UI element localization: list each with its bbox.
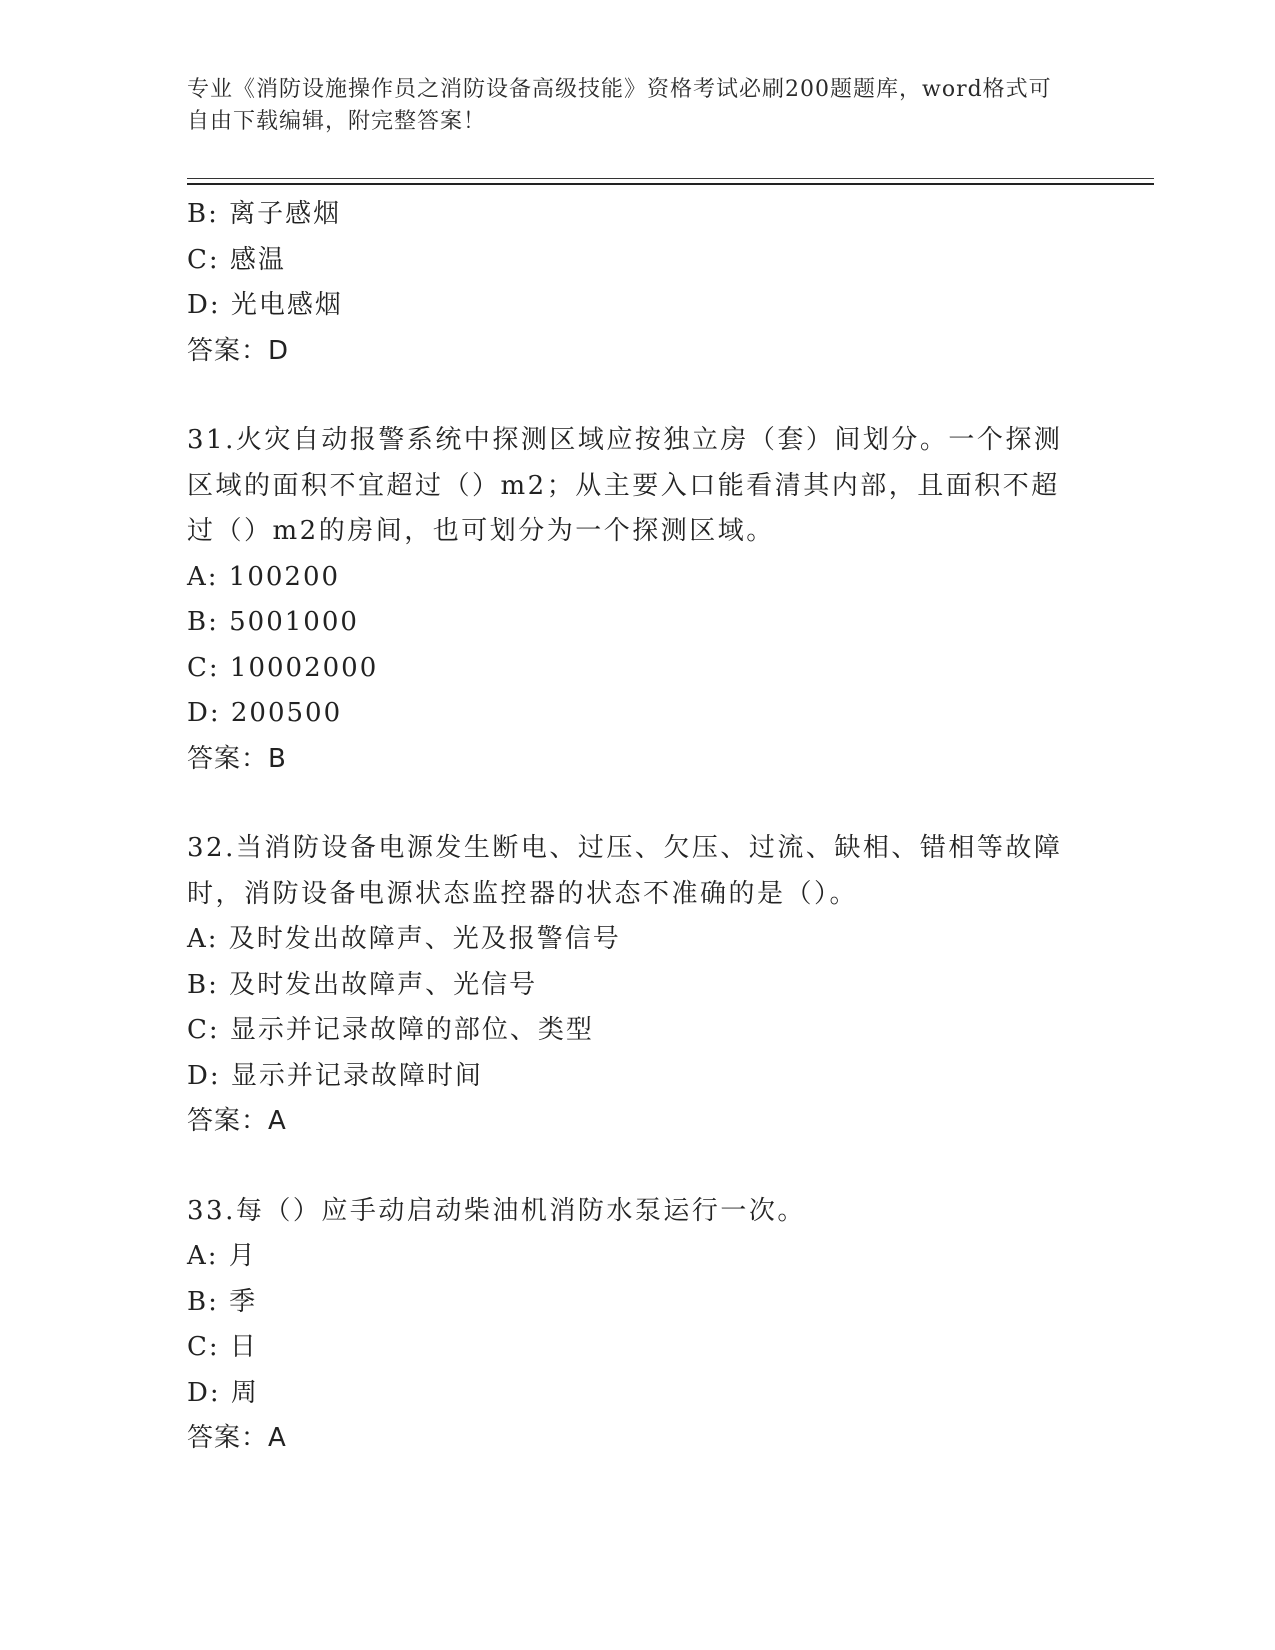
- question-fragment: [187, 192, 1087, 374]
- option-b: B: 季: [187, 1286, 258, 1317]
- option-a: A: 及时发出故障声、光及报警信号: [187, 924, 621, 954]
- option-c: C: 显示并记录故障的部位、类型: [187, 1015, 594, 1045]
- option-c: C: 日: [187, 1332, 258, 1362]
- header-rule-thin: [187, 178, 1154, 179]
- option-d: D: 200500: [187, 698, 343, 728]
- option-a: A: 100200: [187, 561, 341, 592]
- option-b: B: 离子感烟: [187, 199, 342, 229]
- option-c: C: 感温: [187, 244, 286, 275]
- question-stem-line: 过（）m2的房间，也可划分为一个探测区域。: [187, 516, 775, 546]
- option-c: C: 10002000: [187, 652, 379, 683]
- question-stem-line: 33.每（）应手动启动柴油机消防水泵运行一次。: [187, 1195, 806, 1226]
- question-33: [187, 1189, 1087, 1462]
- document-header: 专业《消防设施操作员之消防设备高级技能》资格考试必刷200题题库，word格式可自由下载编辑，附完整答案！: [187, 77, 1052, 134]
- header-rule-thick: [187, 183, 1154, 185]
- option-d: D: 显示并记录故障时间: [187, 1060, 483, 1091]
- question-stem-line: 区域的面积不宜超过（）m2；从主要入口能看清其内部，且面积不超: [187, 470, 1060, 501]
- option-d: D: 光电感烟: [187, 290, 343, 320]
- question-31: [187, 418, 1087, 782]
- option-d: D: 周: [187, 1377, 259, 1408]
- answer-label: 答案：A: [187, 1423, 287, 1453]
- answer-label: 答案：B: [187, 743, 287, 774]
- question-stem-line: 31.火灾自动报警系统中探测区域应按独立房（套）间划分。一个探测: [187, 425, 1063, 455]
- question-stem-line: 32.当消防设备电源发生断电、过压、欠压、过流、缺相、错相等故障: [187, 833, 1063, 863]
- question-stem-line: 时，消防设备电源状态监控器的状态不准确的是（）。: [187, 878, 859, 909]
- question-list: [187, 192, 1087, 1462]
- option-a: A: 月: [187, 1241, 257, 1271]
- answer-label: 答案：A: [187, 1106, 287, 1136]
- option-b: B: 5001000: [187, 607, 359, 637]
- option-b: B: 及时发出故障声、光信号: [187, 969, 538, 1000]
- answer-label: 答案：D: [187, 335, 290, 366]
- question-32: [187, 826, 1087, 1145]
